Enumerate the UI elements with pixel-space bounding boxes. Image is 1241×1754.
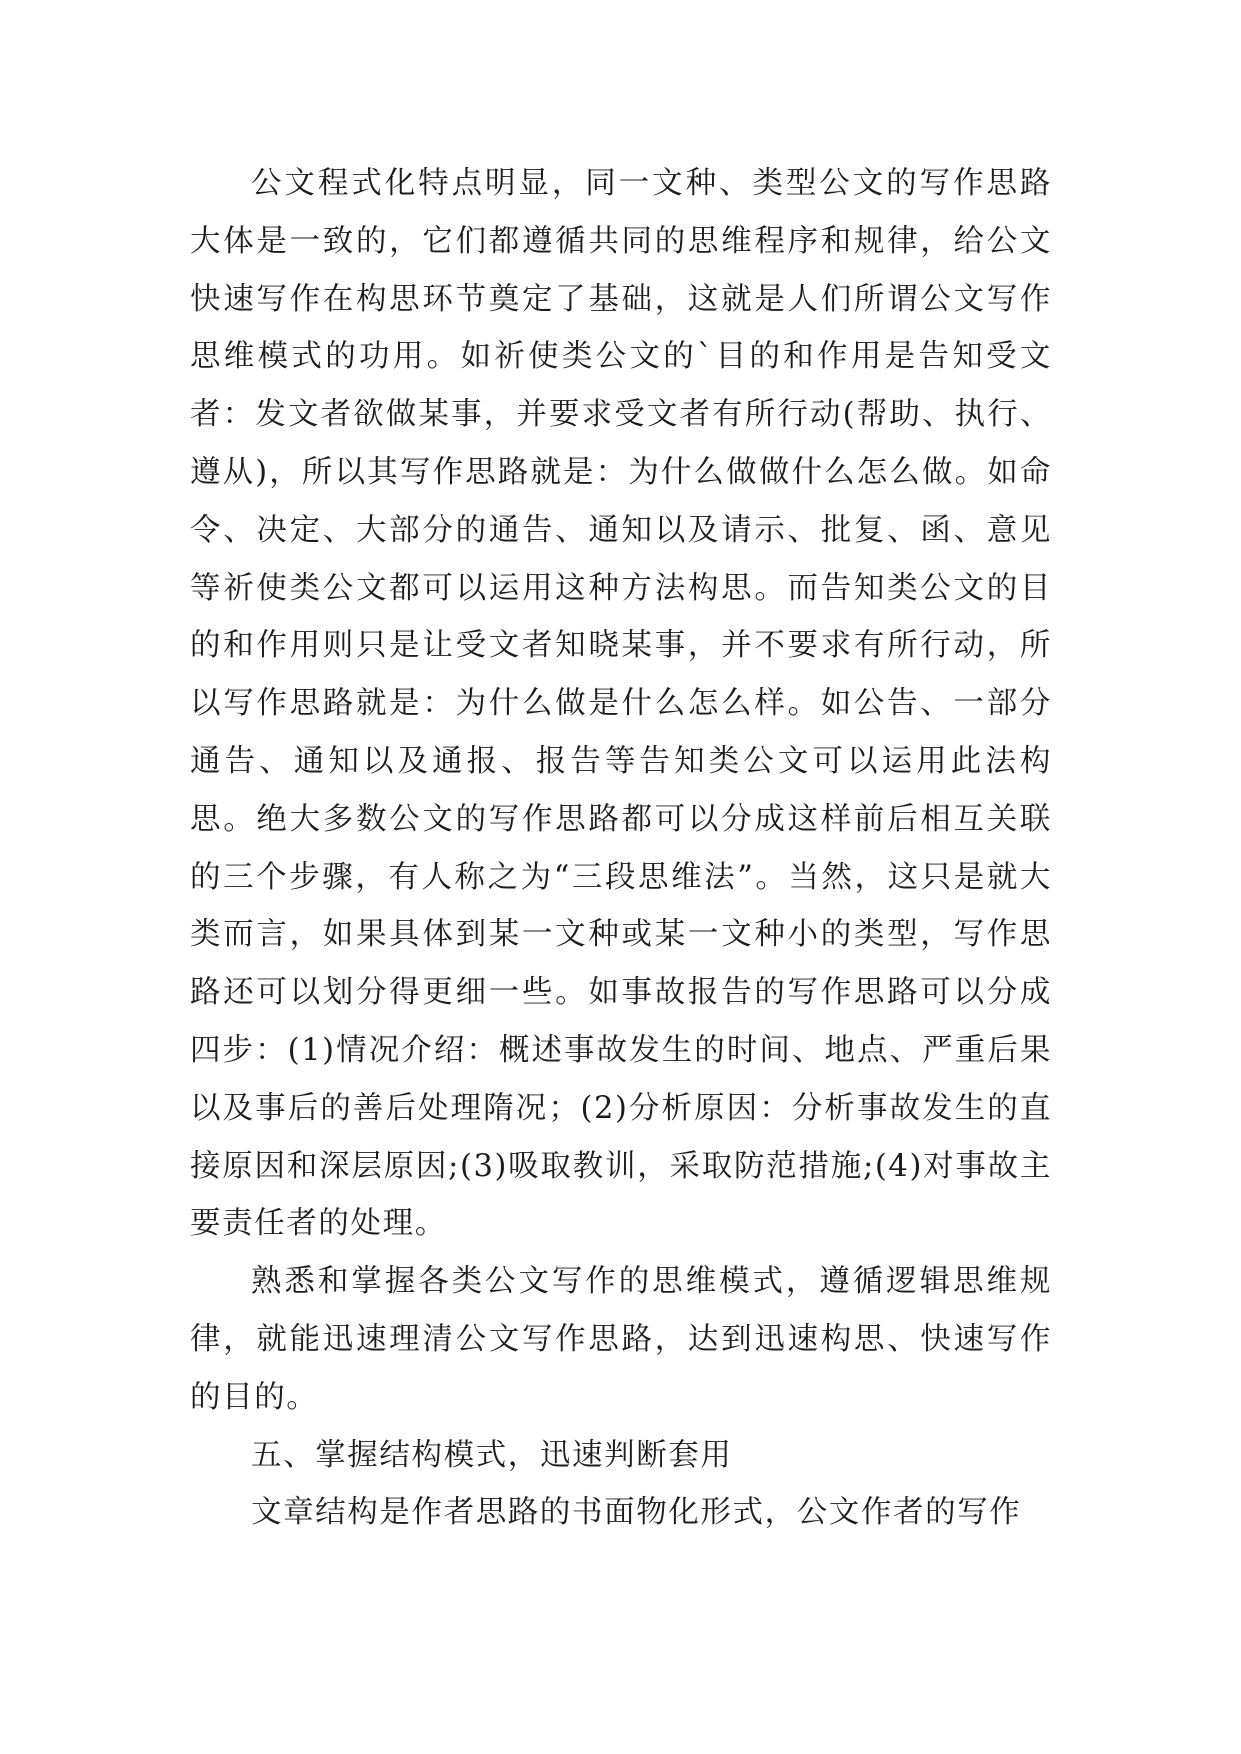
section-heading-structure-mode: 五、掌握结构模式，迅速判断套用: [251, 1437, 733, 1473]
paragraph-article-structure: 文章结构是作者思路的书面物化形式，公文作者的写作: [251, 1495, 1022, 1531]
document-body: [190, 155, 1052, 1542]
paragraph-master-thinking-mode: 熟悉和掌握各类公文写作的思维模式，遵循逻辑思维规律，就能迅速理清公文写作思路，达到迅速构思、快速写作的目的。: [190, 1264, 1052, 1415]
paragraph-writing-thought-patterns: 公文程式化特点明显，同一文种、类型公文的写作思路大体是一致的，它们都遵循共同的思维程序和规律，给公文快速写作在构思环节奠定了基础，这就是人们所谓公文写作思维模式的功用。如祈使类公文的`目的和作用是告知受文者：发文者欲做某事，并要求受文者有所行动(帮助、执行、遵从)，所以其写作思路就是：为什么做做什么怎么做。如命令、决定、大部分的通告、通知以及请示、批复、函、意见等祈使类公文都可以运用这种方法构思。而告知类公文的目的和作用则只是让受文者知晓某事，并不要求有所行动，所以写作思路就是：为什么做是什么怎么样。如公告、一部分通告、通知以及通报、报告等告知类公文可以运用此法构思。绝大多数公文的写作思路都可以分成这样前后相互关联的三个步骤，有人称之为“三段思维法”。当然，这只是就大类而言，如果具体到某一文种或某一文种小的类型，写作思路还可以划分得更细一些。如事故报告的写作思路可以分成四步：(1)情况介绍：概述事故发生的时间、地点、严重后果以及事后的善后处理隋况；(2)分析原因：分析事故发生的直接原因和深层原因;(3)吸取教训，采取防范措施;(4)对事故主要责任者的处理。: [190, 166, 1052, 1242]
